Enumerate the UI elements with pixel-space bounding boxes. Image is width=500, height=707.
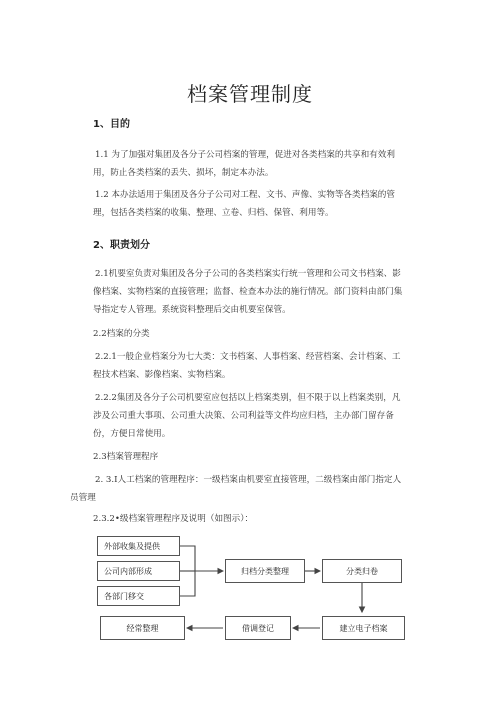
paragraph-2-2-1-line-1: 2.2.1一般企业档案分为七大类：文书档案、人事档案、经营档案、会计档案、工 (95, 352, 401, 362)
paragraph-2-3-1-line-2: 员管理 (70, 493, 96, 503)
node-department-transfer: 各部门移交 (97, 586, 180, 606)
paragraph-2-3-1-line-1: 2. 3.I人工档案的管理程序：一级档案由机要室直接管理，二级档案由部门指定人 (95, 475, 402, 485)
paragraph-1-1-line-1: 1.1 为了加强对集团及各分子公司档案的管理，促进对各类档案的共享和有效利 (95, 150, 395, 160)
node-classify-organize: 归档分类整理 (225, 559, 305, 583)
subheading-2-2: 2.2档案的分类 (93, 329, 150, 339)
paragraph-1-2-line-1: 1.2 本办法适用于集团及各分子公司对工程、文书、声像、实物等各类档案的管 (95, 190, 395, 200)
paragraph-2-2-2-line-2: 涉及公司重大事项、公司重大决策、公司利益等文件均应归档，主办部门留存备 (93, 411, 394, 421)
subheading-2-3: 2.3档案管理程序 (93, 452, 159, 462)
node-internal-formation: 公司内部形成 (97, 561, 180, 581)
paragraph-2-2-1-line-2: 程技术档案、影像档案、实物档案。 (93, 370, 231, 380)
page-title: 档案管理制度 (187, 82, 313, 106)
section-heading-purpose: 1、目的 (93, 119, 130, 130)
paragraph-2-3-2: 2.3.2•级档案管理程序及说明（如图示）： (93, 514, 254, 524)
archive-flowchart (95, 533, 425, 648)
section-heading-responsibilities: 2、职责划分 (93, 240, 150, 251)
paragraph-2-2-2-line-3: 份，方便日常使用。 (93, 429, 171, 439)
paragraph-1-2-line-2: 理，包括各类档案的收集、整理、立卷、归档、保管、利用等。 (93, 208, 334, 218)
node-external-collection: 外部收集及提供 (97, 536, 180, 556)
node-routine-organize: 经常整理 (100, 616, 185, 640)
paragraph-2-1-line-3: 导指定专人管理。系统资料整理后交由机要室保管。 (93, 305, 291, 315)
paragraph-1-1-line-2: 用，防止各类档案的丢失、损坏，制定本办法。 (93, 168, 274, 178)
node-classified-filing: 分类归卷 (322, 559, 402, 583)
node-borrow-register: 借调登记 (225, 616, 291, 640)
paragraph-2-1-line-2: 像档案、实物档案的直接管理；监督、检查本办法的施行情况。部门资料由部门集 (93, 287, 403, 297)
paragraph-2-2-2-line-1: 2.2.2集团及各分子公司机要室应包括以上档案类别，但不限于以上档案类别，凡 (95, 393, 401, 403)
node-electronic-archive: 建立电子档案 (322, 616, 405, 640)
paragraph-2-1-line-1: 2.1机要室负责对集团及各分子公司的各类档案实行统一管理和公司文书档案、影 (95, 269, 401, 279)
